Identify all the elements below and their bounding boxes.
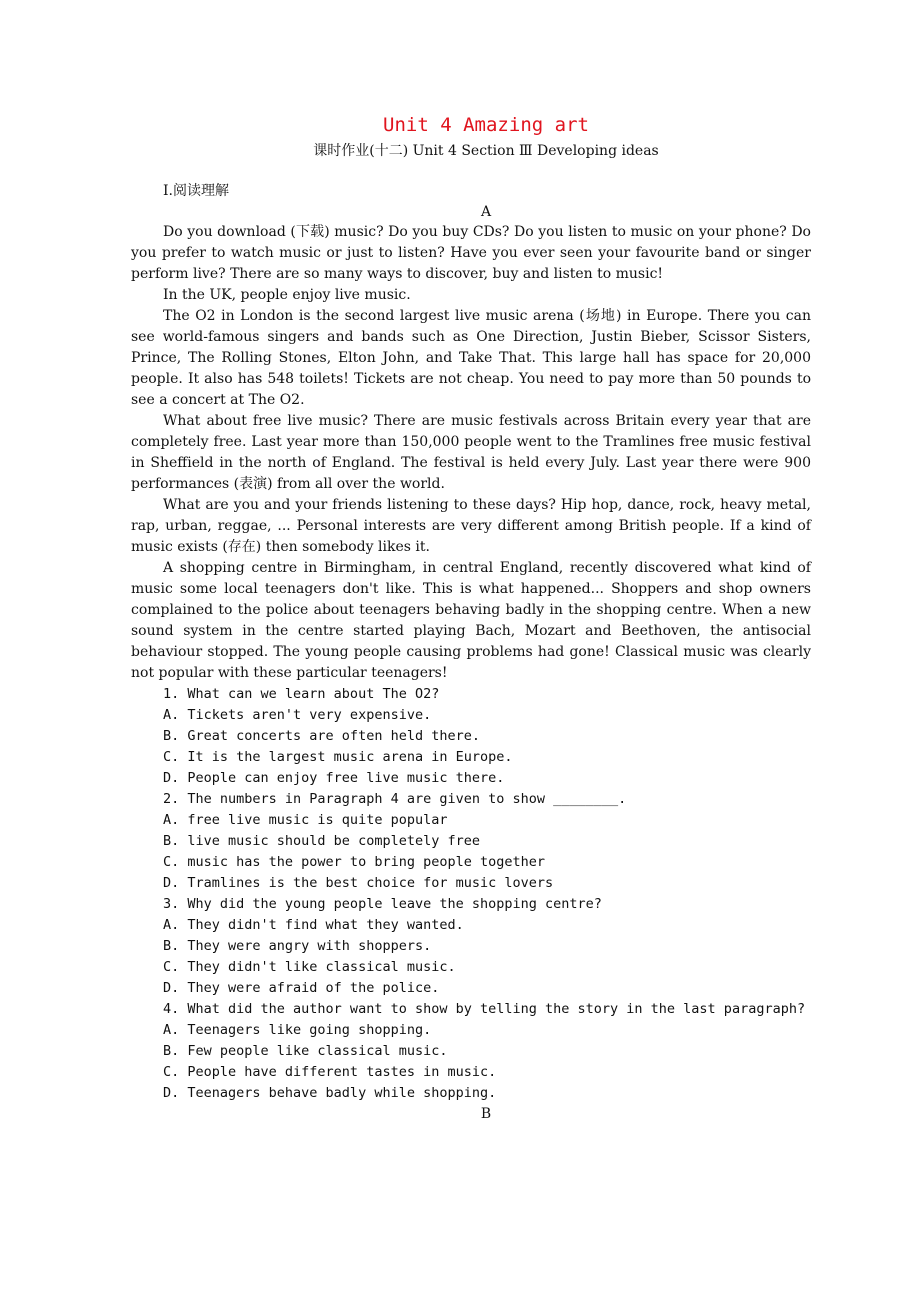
passage-paragraph: A shopping centre in Birmingham, in central England, recently discovered what kind of music some local teenagers don't like. This is what happened... Shoppers and shop owners complained to the police about teenagers behaving badly in the shopping centre. When a new sound system in the centre started playing Bach, Mozart and Beethoven, the antisocial behaviour stopped. The young people causing problems had gone! Classical music was clearly not popular with these particular teenagers! — [131, 560, 811, 681]
question-3 — [131, 894, 811, 999]
answer-option: D. They were afraid of the police. — [163, 980, 440, 996]
passage-a-body — [131, 222, 811, 684]
answer-option: A. They didn't find what they wanted. — [163, 917, 464, 933]
worksheet-page — [131, 112, 811, 1124]
answer-option: C. They didn't like classical music. — [163, 959, 456, 975]
question-stem: 1. What can we learn about The O2? — [163, 686, 440, 702]
answer-option: A. free live music is quite popular — [163, 812, 448, 828]
passage-paragraph: What are you and your friends listening to these days? Hip hop, dance, rock, heavy metal, rap, urban, reggae, ... Personal interests are very different among British people. If a kind of music exists (存在) then somebody likes it. — [131, 497, 811, 555]
question-2 — [131, 789, 811, 894]
passage-paragraph: Do you download (下载) music? Do you buy CDs? Do you listen to music on your phone? Do you prefer to watch music or just to listen? Have you ever seen your favourite band or singer perform live? There are so many ways to discover, buy and listen to music! — [131, 224, 811, 282]
passage-paragraph: In the UK, people enjoy live music. — [163, 287, 411, 303]
question-4 — [131, 999, 811, 1104]
section-label: Ⅰ.阅读理解 — [163, 183, 229, 199]
passage-paragraph: What about free live music? There are music festivals across Britain every year that are completely free. Last year more than 150,000 people went to the Tramlines free music festival in Sheffield in the north of England. The festival is held every July. Last year there were 900 performances (表演) from all over the world. — [131, 413, 811, 492]
page-subtitle: 课时作业(十二) Unit 4 Section Ⅲ Developing ideas — [313, 143, 659, 159]
passage-a-label: A — [480, 204, 492, 220]
answer-option: C. People have different tastes in music. — [163, 1064, 497, 1080]
answer-option: B. They were angry with shoppers. — [163, 938, 432, 954]
answer-option: A. Teenagers like going shopping. — [163, 1022, 432, 1038]
answer-option: D. People can enjoy free live music there. — [163, 770, 505, 786]
answer-option: A. Tickets aren't very expensive. — [163, 707, 432, 723]
passage-b-label: B — [480, 1106, 492, 1122]
question-1 — [131, 684, 811, 789]
answer-option: B. Few people like classical music. — [163, 1043, 448, 1059]
answer-option: B. live music should be completely free — [163, 833, 480, 849]
page-title: Unit 4 Amazing art — [383, 114, 589, 136]
answer-option: C. It is the largest music arena in Europe. — [163, 749, 513, 765]
question-stem: 3. Why did the young people leave the shopping centre? — [163, 896, 602, 912]
answer-option: B. Great concerts are often held there. — [163, 728, 480, 744]
answer-option: C. music has the power to bring people together — [163, 854, 546, 870]
answer-option: D. Teenagers behave badly while shopping. — [163, 1085, 497, 1101]
passage-paragraph: The O2 in London is the second largest live music arena (场地) in Europe. There you can see world-famous singers and bands such as One Direction, Justin Bieber, Scissor Sisters, Prince, The Rolling Stones, Elton John, and Take That. This large hall has space for 20,000 people. It also has 548 toilets! Tickets are not cheap. You need to pay more than 50 pounds to see a concert at The O2. — [131, 308, 811, 408]
answer-option: D. Tramlines is the best choice for music lovers — [163, 875, 554, 891]
question-stem: 2. The numbers in Paragraph 4 are given to show ________. — [163, 791, 627, 807]
question-stem: 4. What did the author want to show by telling the story in the last paragraph? — [163, 1001, 806, 1017]
